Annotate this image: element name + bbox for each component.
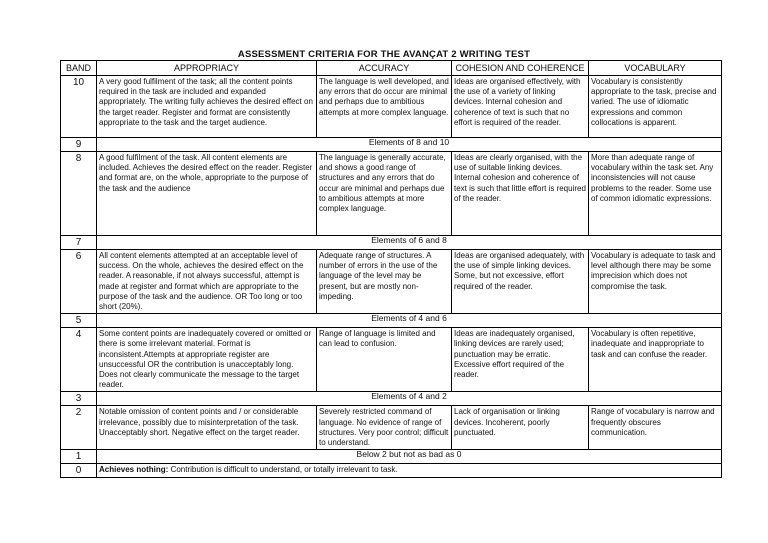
band-cell: 5: [61, 314, 97, 328]
band-cell: 0: [61, 464, 97, 478]
accuracy-cell: Severely restricted command of language. No evidence of range of structures. Very poor control; difficult to understand.: [317, 406, 452, 450]
appropriacy-cell: Notable omission of content points and / or considerable irrelevance, possibly due to misinterpretation of the task. Unacceptably short. Negative effect on the target reader.: [97, 406, 317, 450]
vocabulary-cell: More than adequate range of vocabulary within the task set. Any inconsistencies will not cause problems to the reader. Some use of common idiomatic expressions.: [589, 152, 722, 236]
table-row: [61, 152, 722, 236]
intermediate-band-cell: Elements of 4 and 6: [97, 314, 722, 328]
cohesion-cell: Ideas are organised effectively, with the use of a variety of linking devices. Internal cohesion and coherence of text is such that no effort is required of the reader.: [452, 76, 589, 138]
table-row: [61, 450, 722, 464]
band-zero-text: Contribution is difficult to understand, or totally irrelevant to task.: [168, 465, 398, 475]
band-zero-label: Achieves nothing:: [99, 465, 169, 475]
table-row: [61, 314, 722, 328]
intermediate-band-cell: Below 2 but not as bad as 0: [97, 450, 722, 464]
intermediate-band-cell: Elements of 8 and 10: [97, 138, 722, 152]
band-zero-description: [97, 464, 722, 478]
intermediate-band-cell: Elements of 4 and 2: [97, 392, 722, 406]
vocabulary-cell: Vocabulary is consistently appropriate to the task, precise and varied. The use of idiomatic expressions and common collocations is apparent.: [589, 76, 722, 138]
band-cell: 2: [61, 406, 97, 450]
appropriacy-header: APPROPRIACY: [97, 61, 317, 76]
criteria-table: [60, 60, 722, 478]
band-cell: 10: [61, 76, 97, 138]
table-row: [61, 138, 722, 152]
intermediate-band-cell: Elements of 6 and 8: [97, 236, 722, 250]
cohesion-cell: Ideas are inadequately organised, linking devices are rarely used; punctuation may be erratic. Excessive effort required of the reader.: [452, 328, 589, 392]
band-cell: 7: [61, 236, 97, 250]
table-row: [61, 236, 722, 250]
band-header: BAND: [61, 61, 97, 76]
header-row: [61, 61, 722, 76]
accuracy-cell: Range of language is limited and can lead to confusion.: [317, 328, 452, 392]
band-cell: 8: [61, 152, 97, 236]
cohesion-cell: Lack of organisation or linking devices. Incoherent, poorly punctuated.: [452, 406, 589, 450]
band-cell: 3: [61, 392, 97, 406]
band-cell: 6: [61, 250, 97, 314]
table-row: [61, 250, 722, 314]
cohesion-header: COHESION AND COHERENCE: [452, 61, 589, 76]
page-title: ASSESSMENT CRITERIA FOR THE AVANÇAT 2 WRITING TEST: [237, 49, 531, 60]
accuracy-header: ACCURACY: [317, 61, 452, 76]
vocabulary-cell: Vocabulary is adequate to task and level although there may be some imprecision which does not compromise the task.: [589, 250, 722, 314]
band-cell: 4: [61, 328, 97, 392]
accuracy-cell: The language is generally accurate, and shows a good range of structures and any errors that do occur are minimal and perhaps due to ambitious attempts at more complex language.: [317, 152, 452, 236]
table-row: [61, 328, 722, 392]
appropriacy-cell: A very good fulfilment of the task; all the content points required in the task are included and expanded appropriately. The writing fully achieves the desired effect on the target reader. Register and format are consistently appropriate to the task and the target audience.: [97, 76, 317, 138]
band-cell: 1: [61, 450, 97, 464]
vocabulary-cell: Vocabulary is often repetitive, inadequate and inappropriate to task and can confuse the reader.: [589, 328, 722, 392]
vocabulary-cell: Range of vocabulary is narrow and frequently obscures communication.: [589, 406, 722, 450]
cohesion-cell: Ideas are clearly organised, with the use of suitable linking devices. Internal cohesion and coherence of text is such that little effort is required of the reader.: [452, 152, 589, 236]
appropriacy-cell: All content elements attempted at an acceptable level of success. On the whole, achieves the desired effect on the reader. A reasonable, if not always successful, attempt is made at register and format which are appropriate to the purpose of the task and the audience. OR Too long or too short (20%).: [97, 250, 317, 314]
appropriacy-cell: Some content points are inadequately covered or omitted or there is some irrelevant material. Format is inconsistent.Attempts at appropriate register are unsuccessful OR the contribution is unacceptably long. Does not clearly communicate the message to the target reader.: [97, 328, 317, 392]
table-row: [61, 464, 722, 478]
table-row: [61, 76, 722, 138]
accuracy-cell: The language is well developed, and any errors that do occur are minimal and perhaps due to ambitious attempts at more complex language.: [317, 76, 452, 138]
cohesion-cell: Ideas are organised adequately, with the use of simple linking devices. Some, but not excessive, effort required of the reader.: [452, 250, 589, 314]
table-row: [61, 392, 722, 406]
accuracy-cell: Adequate range of structures. A number of errors in the use of the language of the level may be present, but are mostly non-impeding.: [317, 250, 452, 314]
vocabulary-header: VOCABULARY: [589, 61, 722, 76]
table-row: [61, 406, 722, 450]
band-cell: 9: [61, 138, 97, 152]
appropriacy-cell: A good fulfilment of the task. All content elements are included. Achieves the desired effect on the reader. Register and format are, on the whole, appropriate to the purpose of the task and the audience: [97, 152, 317, 236]
